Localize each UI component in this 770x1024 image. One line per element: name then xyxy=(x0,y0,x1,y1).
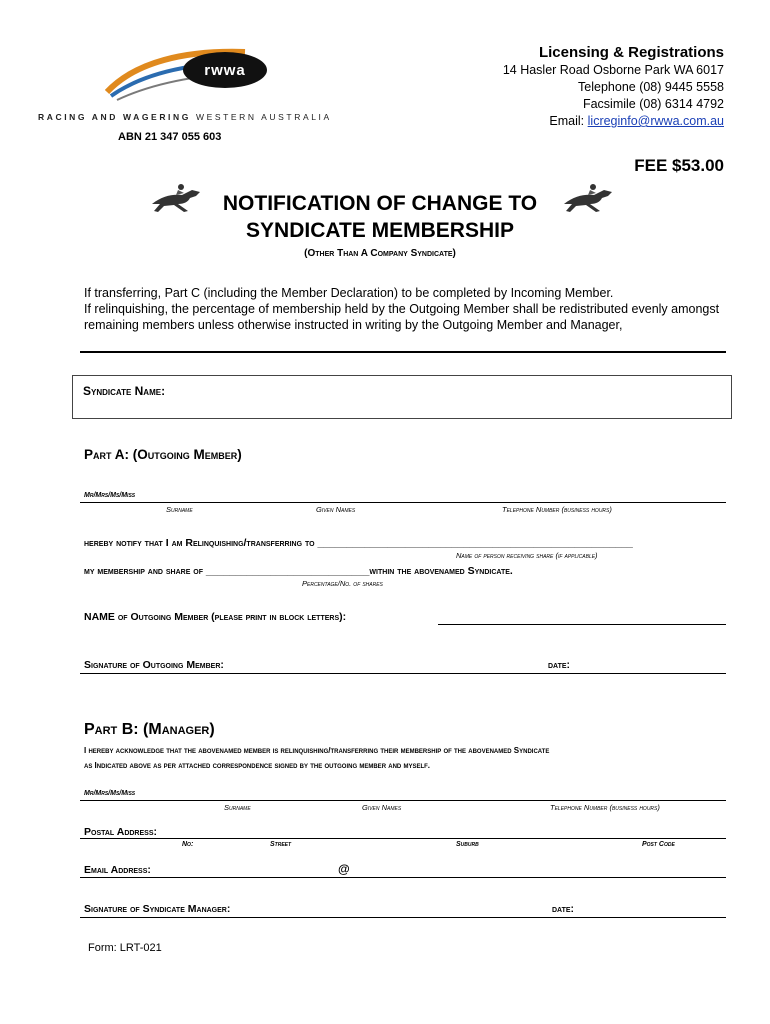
part-a-share-line[interactable]: my membership and share of ____________________________within the abovenamed Syndicate. xyxy=(84,565,513,577)
syndicate-name-box[interactable] xyxy=(72,375,732,419)
part-b-email-label: Email Address: xyxy=(84,864,151,876)
part-b-given-names-caption: Given Names xyxy=(362,803,402,812)
part-b-suburb-caption: Suburb xyxy=(456,841,479,848)
part-b-heading: Part B: (Manager) xyxy=(84,721,215,738)
part-a-name-label: NAME of Outgoing Member (please print in block letters): xyxy=(84,611,347,623)
part-b-telephone-caption: Telephone Number (business hours) xyxy=(550,803,660,812)
office-contact xyxy=(503,44,724,130)
form-title xyxy=(150,190,610,244)
tagline-light: WESTERN AUSTRALIA xyxy=(195,112,332,122)
abn: ABN 21 347 055 603 xyxy=(118,131,222,143)
part-a-telephone-caption: Telephone Number (business hours) xyxy=(502,505,612,514)
part-b-postal-label: Postal Address: xyxy=(84,826,157,838)
part-a-signature-label: Signature of Outgoing Member: xyxy=(84,659,224,671)
intro-relinquishing: If relinquishing, the percentage of membership held by the Outgoing Member shall be redistributed evenly amongst remaining members unless otherwise instructed in writing by the Outgoing Member and Manager, xyxy=(84,302,720,332)
part-b-ack-line2: as Indicated above as per attached correspondence signed by the outgoing member and myself. xyxy=(84,761,431,770)
part-b-postal-line[interactable] xyxy=(80,838,726,839)
rwwa-logo xyxy=(105,42,270,102)
part-a-signature-line[interactable] xyxy=(80,673,726,674)
part-b-postcode-caption: Post Code xyxy=(642,841,675,848)
tagline-bold: RACING AND WAGERING xyxy=(38,112,191,122)
logo-text: rwwa xyxy=(204,62,246,79)
part-b-name-line[interactable] xyxy=(80,800,726,801)
part-b-signature-label: Signature of Syndicate Manager: xyxy=(84,903,231,915)
part-a-heading: Part A: (Outgoing Member) xyxy=(84,447,242,462)
office-heading: Licensing & Registrations xyxy=(538,44,724,61)
part-b-email-at: @ xyxy=(338,862,350,876)
part-a-given-names-caption: Given Names xyxy=(316,505,356,514)
syndicate-name-label: Syndicate Name: xyxy=(83,384,166,398)
form-title-line1: NOTIFICATION OF CHANGE TO xyxy=(222,192,538,215)
part-a-name-field[interactable] xyxy=(438,624,726,625)
intro-transferring: If transferring, Part C (including the Member Declaration) to be completed by Incoming Member. xyxy=(84,286,614,300)
office-telephone: Telephone (08) 9445 5558 xyxy=(578,80,724,94)
part-b-date-label: date: xyxy=(552,903,575,915)
fee: FEE $53.00 xyxy=(634,156,724,175)
part-a-name-line[interactable] xyxy=(80,502,726,503)
part-a-share-caption: Percentage/No. of shares xyxy=(302,579,383,588)
office-facsimile: Facsimile (08) 6314 4792 xyxy=(582,97,724,111)
part-b-no-caption: No: xyxy=(182,841,194,848)
part-a-salutation: Mr/Mrs/Ms/Miss xyxy=(84,492,136,499)
form-subtitle: (Other Than A Company Syndicate) xyxy=(304,248,456,259)
part-b-surname-caption: Surname xyxy=(224,803,251,812)
office-email-link[interactable]: licreginfo@rwwa.com.au xyxy=(587,114,724,128)
part-a-date-label: date: xyxy=(548,659,571,671)
form-code: Form: LRT-021 xyxy=(88,942,162,954)
part-b-ack-line1: I hereby acknowledge that the abovenamed member is relinquishing/transferring their membership of the abovenamed Syndicate xyxy=(84,746,550,755)
part-b-signature-line[interactable] xyxy=(80,917,726,918)
part-b-email-line[interactable] xyxy=(80,877,726,878)
intro-text xyxy=(84,285,734,333)
divider xyxy=(80,351,726,353)
office-address: 14 Hasler Road Osborne Park WA 6017 xyxy=(502,63,724,77)
part-b-acknowledgement xyxy=(84,743,549,773)
office-email-label: Email: xyxy=(549,114,585,128)
part-a-surname-caption: Surname xyxy=(166,505,193,514)
part-a-receiver-caption: Name of person receiving share (if applicable) xyxy=(456,551,598,560)
tagline xyxy=(38,112,332,122)
part-b-salutation: Mr/Mrs/Ms/Miss xyxy=(84,790,136,797)
part-b-street-caption: Street xyxy=(270,841,292,848)
form-title-line2: SYNDICATE MEMBERSHIP xyxy=(246,219,514,242)
office-email-row xyxy=(503,113,724,130)
part-a-notify-line[interactable]: hereby notify that I am Relinquishing/transferring to ______________________________________________________ xyxy=(84,537,633,549)
